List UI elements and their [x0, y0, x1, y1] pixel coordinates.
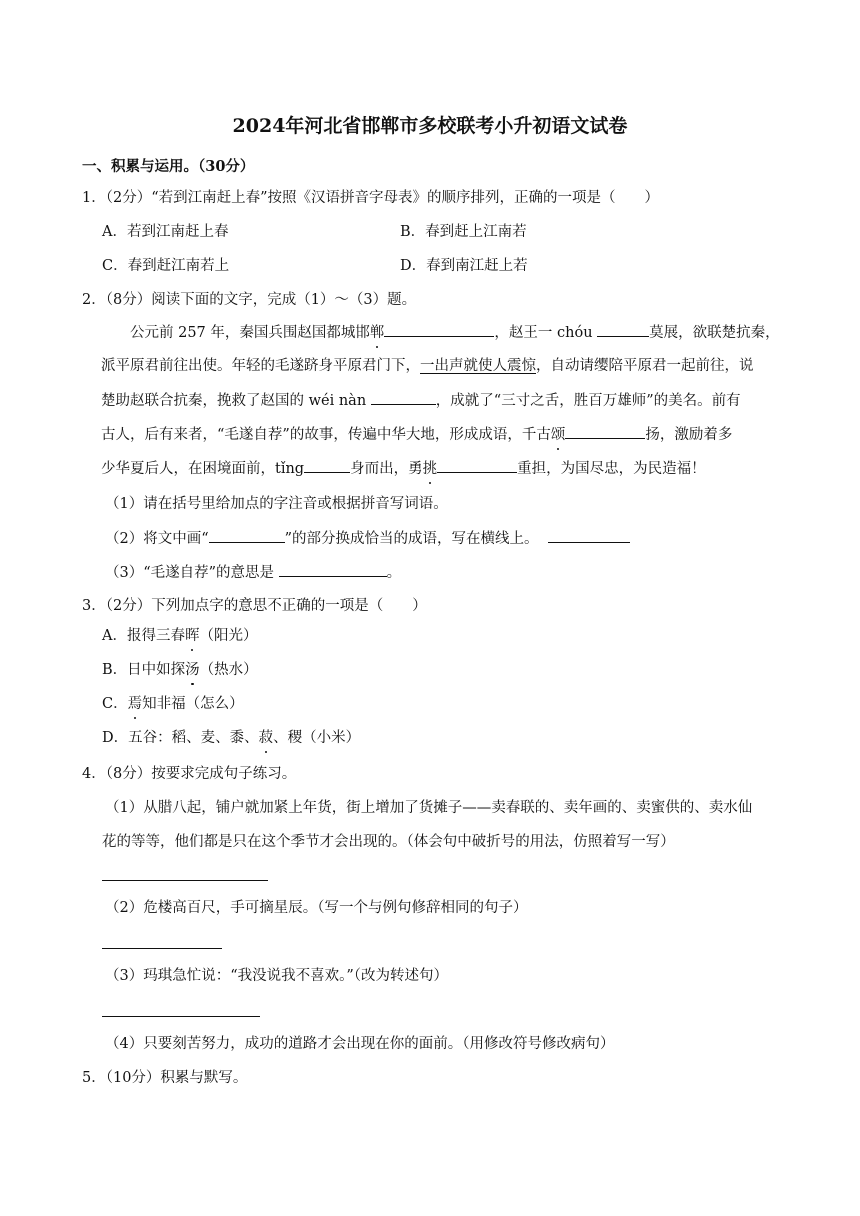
- q4-subquestion-1-line2: 花的等等，他们都是只在这个季节才会出现的。（体会句中破折号的用法，仿照着写一写）: [102, 834, 675, 850]
- answer-blank[interactable]: [371, 390, 436, 405]
- answer-blank[interactable]: [565, 424, 645, 439]
- answer-blank[interactable]: [279, 562, 387, 577]
- underline-sample: [209, 528, 285, 543]
- dotted-char: 挑: [422, 461, 438, 477]
- q1-option-a[interactable]: A．若到江南赶上春: [102, 224, 229, 240]
- q5-stem: 5．（10分）积累与默写。: [82, 1070, 248, 1086]
- answer-blank[interactable]: [548, 528, 630, 543]
- q2-passage-line5: [101, 458, 706, 479]
- text-run: （阳光）: [199, 628, 258, 644]
- text-run: 身而出，勇: [350, 461, 423, 477]
- text-run: 重担，为国尽忠，为民造福！: [517, 461, 706, 477]
- q4-subquestion-2: （2）危楼高百尺，手可摘星辰。（写一个与例句修辞相同的句子）: [105, 900, 528, 916]
- dotted-char: 菽: [258, 730, 274, 746]
- text-run: ，赵王一 chóu: [494, 325, 598, 341]
- q2-passage-line4: [101, 424, 732, 445]
- text-run: ”的部分换成恰当的成语，写在横线上。: [284, 531, 539, 547]
- text-run: 公元前 257 年，秦国兵围赵国都城邯: [130, 325, 370, 341]
- text-run: （3）“毛遂自荐”的意思是: [105, 565, 275, 581]
- text-run: A．报得三春: [102, 628, 185, 644]
- q2-passage-line3: [101, 390, 741, 411]
- text-run: 派平原君前往出使。年轻的毛遂跻身平原君门下，: [101, 358, 420, 374]
- answer-blank[interactable]: [437, 458, 517, 473]
- q4-subquestion-1-line1: （1）从腊八起，铺户就加紧上年货，街上增加了货摊子——卖春联的、卖年画的、卖蜜供的、卖水仙: [105, 800, 753, 816]
- q1-stem: 1．（2分）“若到江南赶上春”按照《汉语拼音字母表》的顺序排列，正确的一项是（ ）: [82, 190, 660, 206]
- text-run: D．五谷：稻、麦、黍、: [102, 730, 259, 746]
- text-run: 知非福（怎么）: [142, 696, 244, 712]
- text-run: 楚助赵联合抗秦，挽救了赵国的 wéi nàn: [101, 393, 371, 409]
- text-run: C．: [102, 696, 128, 712]
- dotted-char: 汤: [185, 662, 200, 678]
- q2-subquestion-3: （3）“毛遂自荐”的意思是 。: [105, 562, 401, 583]
- text-run: 莫展，欲联楚抗秦，: [649, 325, 780, 341]
- text-run: 少华夏后人，在困境面前，tǐng: [101, 461, 305, 477]
- q2-passage-line2: [101, 356, 754, 376]
- text-run: ，自动请缨陪平原君一起前往，说: [536, 358, 754, 374]
- q3-option-d[interactable]: [102, 728, 360, 748]
- text-run: （2）将文中画“: [105, 531, 209, 547]
- answer-line[interactable]: [102, 880, 268, 881]
- answer-line[interactable]: [102, 948, 222, 949]
- q3-option-a[interactable]: [102, 626, 257, 646]
- dotted-char: 颂: [550, 427, 566, 443]
- q2-subquestion-1: （1）请在括号里给加点的字注音或根据拼音写词语。: [105, 496, 448, 512]
- q4-subquestion-3: （3）玛琪急忙说：“我没说我不喜欢。”（改为转述句）: [105, 968, 449, 984]
- text-run: ，成就了“三寸之舌，胜百万雄师”的美名。前有: [435, 393, 741, 409]
- dotted-char: 晖: [184, 628, 200, 644]
- underlined-phrase: 一出声就使人震惊: [420, 358, 536, 374]
- q4-subquestion-4: （4）只要刻苦努力，成功的道路才会出现在你的面前。（用修改符号修改病句）: [105, 1036, 615, 1052]
- text-run: B．日中如探: [102, 662, 186, 678]
- section-heading: 一、积累与运用。（30分）: [82, 158, 255, 175]
- dotted-char: 郸: [369, 325, 385, 341]
- q1-option-d[interactable]: D．春到南江赶上若: [400, 258, 528, 274]
- answer-blank[interactable]: [304, 458, 350, 473]
- text-run: 扬，激励着多: [645, 427, 733, 443]
- answer-line[interactable]: [102, 1016, 260, 1017]
- text-run: 、稷（小米）: [273, 730, 361, 746]
- page-title: 2024年河北省邯郸市多校联考小升初语文试卷: [232, 115, 628, 137]
- q3-stem: 3．（2分）下列加点字的意思不正确的一项是（ ）: [82, 598, 427, 614]
- text-run: （热水）: [199, 662, 258, 678]
- q3-option-b[interactable]: [102, 660, 258, 680]
- q1-option-b[interactable]: B．春到赶上江南若: [400, 224, 527, 240]
- answer-blank[interactable]: [384, 322, 494, 337]
- q2-subquestion-2: [105, 528, 630, 549]
- answer-blank[interactable]: [597, 322, 649, 337]
- q4-stem: 4．（8分）按要求完成句子练习。: [82, 766, 297, 782]
- dotted-char: 焉: [127, 696, 143, 712]
- q2-stem: 2．（8分）阅读下面的文字，完成（1）～（3）题。: [82, 292, 417, 308]
- q2-passage-line1: [130, 322, 780, 343]
- text-run: 古人，后有来者，“毛遂自荐”的故事，传遍中华大地，形成成语，千古: [101, 427, 551, 443]
- q3-option-c[interactable]: [102, 694, 244, 714]
- q1-option-c[interactable]: C．春到赶江南若上: [102, 258, 230, 274]
